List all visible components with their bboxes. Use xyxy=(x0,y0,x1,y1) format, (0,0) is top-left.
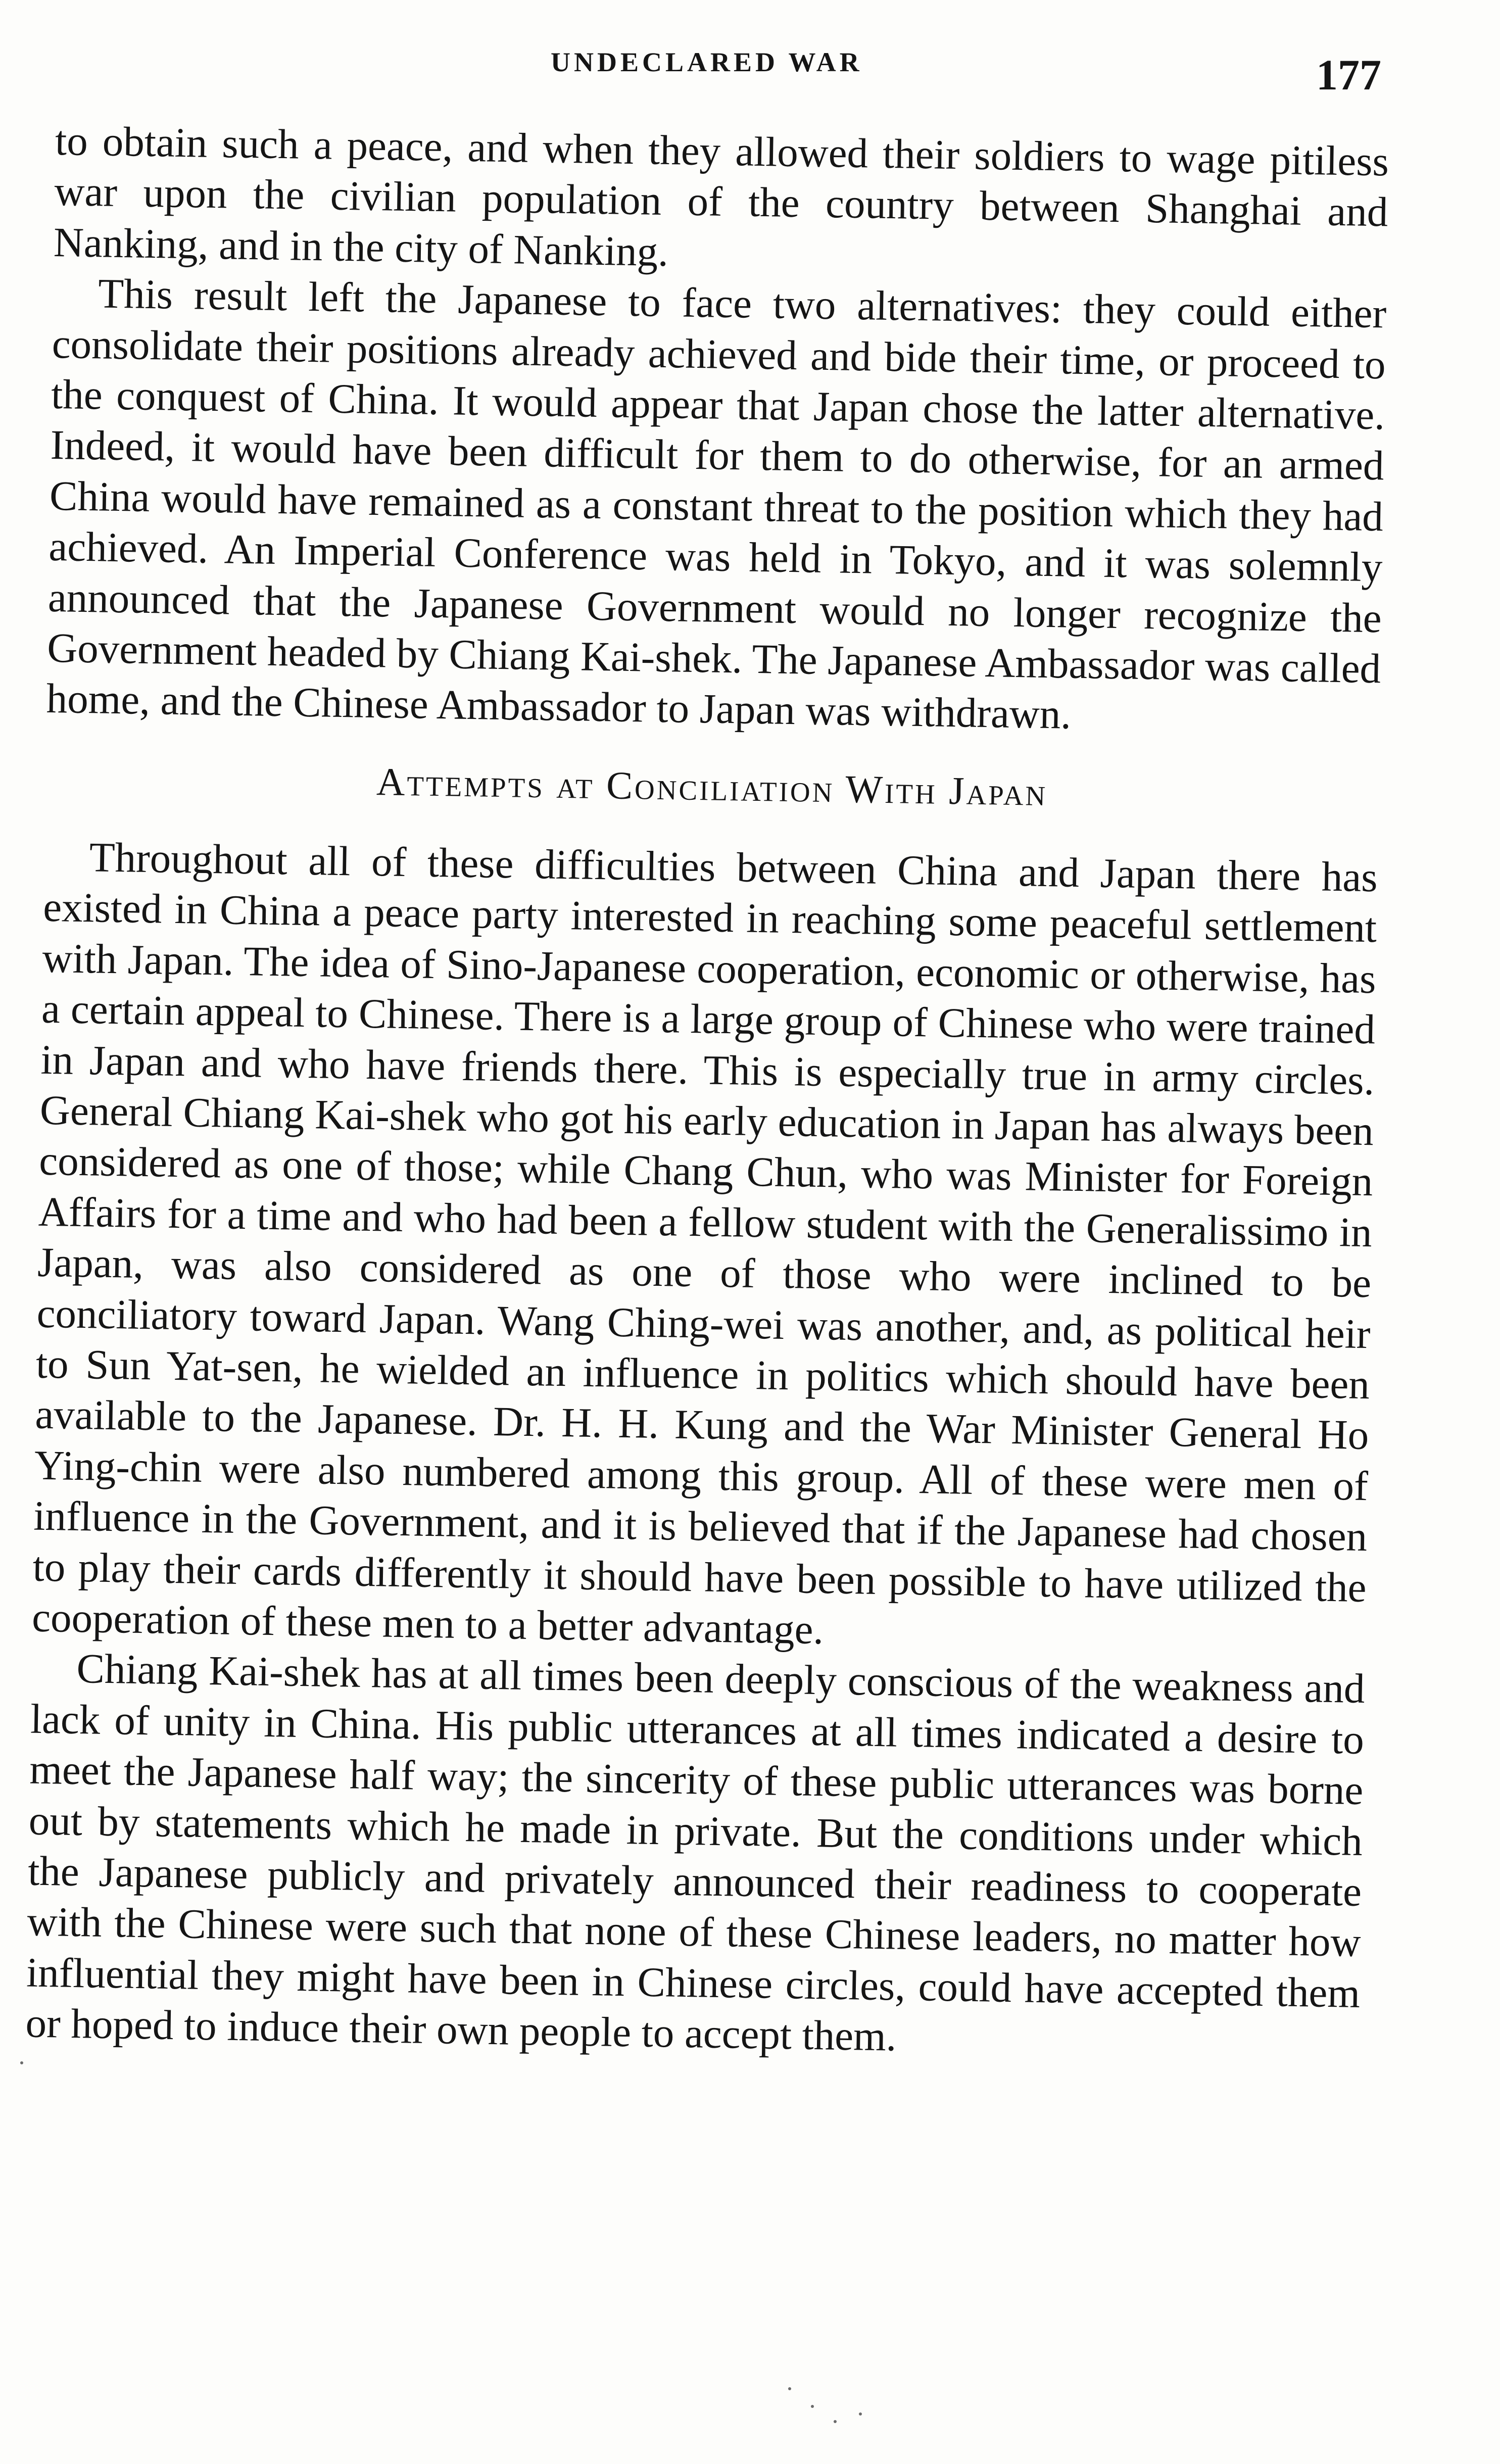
scan-speck xyxy=(834,2420,837,2423)
running-head: UNDECLARED WAR xyxy=(551,47,863,77)
section-heading: Attempts at Conciliation With Japan xyxy=(376,759,1048,814)
paragraph: Throughout all of these difficulties between China and Japan there has existed in China a peace party interested in reaching some peaceful settlement with Japan. The idea of Sino-Japanese cooperation, economic or otherwise, has a certain appeal to Chinese. There is a large group of Chinese who were trained in Japan and who have friends there. This is especially true in army circles. General Chiang Kai-shek who got his early education in Japan has always been considered as one of those; while Chang Chun, who was Minister for Foreign Affairs for a time and who had been a fellow student with the Generalissimo in Japan, was also considered as one of those who were inclined to be conciliatory toward Japan. Wang Ching-wei was another, and, as political heir to Sun Yat-sen, he wielded an influence in politics which should have been available to the Japanese. Dr. H. H. Kung and the War Minister General Ho Ying-chin were also numbered among this group. All of these were men of influence in the Government, and it is believed that if the Japanese had chosen to play their cards differently it should have been possible to have utilized the cooperation of these men to a better advantage. xyxy=(31,834,1378,1653)
paragraph-continued: to obtain such a peace, and when they allowed their soldiers to wage pitiless war upon the civilian population of the country between Shanghai and Nanking, and in the city of Nanking. xyxy=(53,117,1389,275)
body-text xyxy=(25,115,1389,2069)
paragraph: Chiang Kai-shek has at all times been deeply conscious of the weakness and lack of unity in China. His public utterances at all times indicated a desire to meet the Japanese half way; the sincerity of these public utterances was borne out by statements which he made in private. But the conditions under which the Japanese publicly and privately announced their readiness to cooperate with the Chinese were such that none of these Chinese leaders, no matter how influential they might have been in Chinese circles, could have accepted them or hoped to induce their own people to accept them. xyxy=(25,1645,1366,2060)
scan-speck xyxy=(788,2387,791,2390)
scan-speck xyxy=(811,2405,814,2408)
page-number: 177 xyxy=(1316,51,1381,99)
paragraph: This result left the Japanese to face two alternatives: they could either consolidate their positions already achieved and bide their time, or proceed to the conquest of China. It would appear that Japan chose the latter alternative. Indeed, it would have been difficult for them to do otherwise, for an armed China would have remained as a constant threat to the position which they had achieved. An Imperial Conference was held in Tokyo, and it was solemnly announced that the Japanese Government would no longer recognize the Government headed by Chiang Kai-shek. The Japanese Ambassador was called home, and the Chinese Ambassador to Japan was withdrawn. xyxy=(46,270,1387,738)
scan-speck xyxy=(20,2061,23,2064)
scan-speck xyxy=(859,2412,862,2415)
